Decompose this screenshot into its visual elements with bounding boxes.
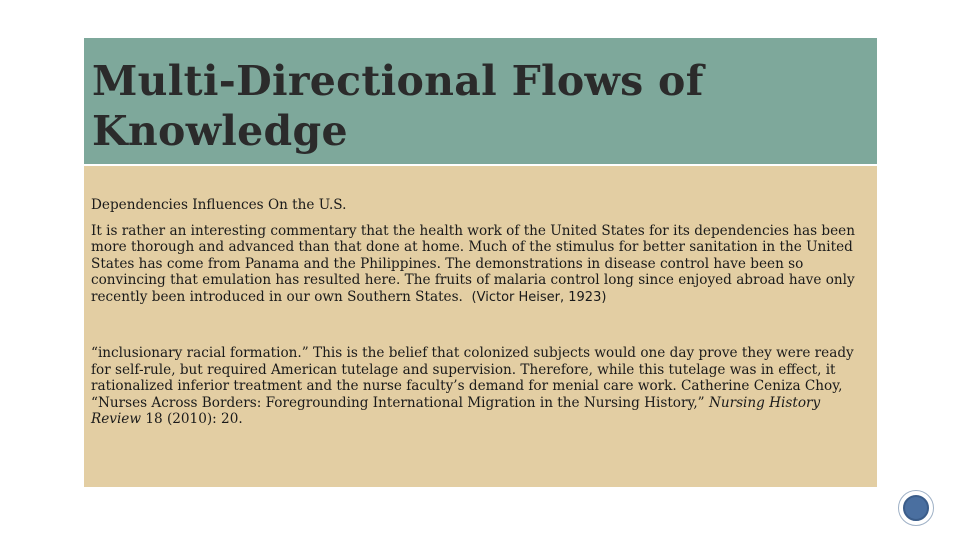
citation-end: 18 (2010): 20. [145, 411, 243, 427]
heiser-quote-text: It is rather an interesting commentary that the health work of the United States for its dependencies has been more thorough and advanced than that done at home. Much of the stimulus for better sanitation in the United States has come from Panama and the Philippines. The demonstrations in disease control have been so convincing that emulation has resulted here. The fruits of malaria control long since enjoyed abroad have only recently been introduced in our own Southern States. [91, 222, 855, 305]
title-band [84, 38, 877, 164]
choy-quote [91, 345, 869, 428]
journal-title: Nursing History Review [91, 394, 821, 427]
heiser-attribution: (Victor Heiser, 1923) [471, 289, 607, 305]
slide-nav-circle-icon[interactable] [898, 490, 934, 526]
content-band [84, 166, 877, 487]
content-heading: Dependencies Influences On the U.S. [91, 197, 347, 213]
slide-title: Multi-Directional Flows of Knowledge [92, 57, 704, 155]
heiser-quote [91, 223, 869, 307]
slide-nav-circle-inner [903, 495, 929, 521]
choy-quote-text: “inclusionary racial formation.” This is the belief that colonized subjects would one day prove they were ready for self-rule, but required American tutelage and supervision. Therefore, while this tutelage was in effect, it rationalized inferior treatment and the nurse faculty’s demand for menial care work. Catherine Ceniza Choy, “Nurses Across Borders: Foregrounding International Migration in the Nursing History,” [91, 345, 854, 411]
slide-content [91, 197, 869, 428]
